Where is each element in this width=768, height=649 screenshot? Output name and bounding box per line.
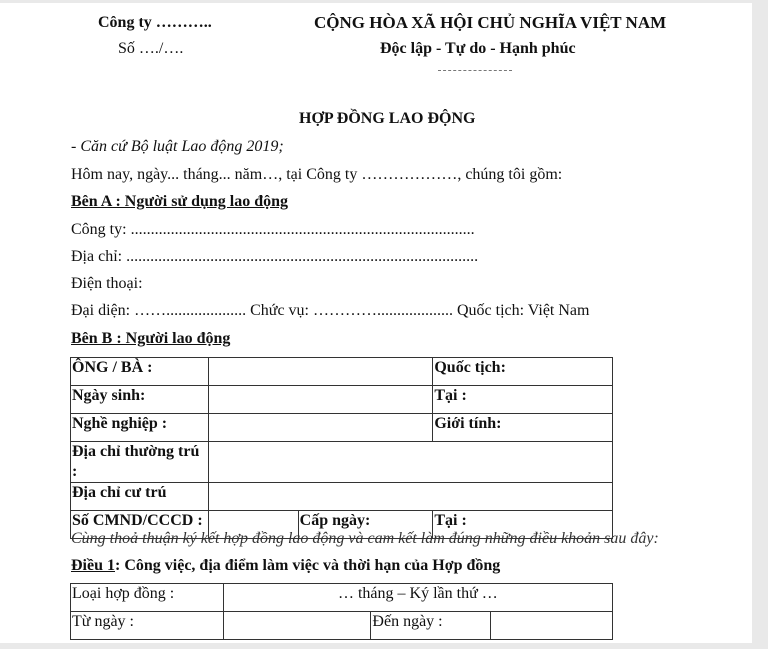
gender-label: Giới tính:: [433, 414, 613, 442]
perm-address-cell[interactable]: [208, 442, 612, 483]
perm-address-label: Địa chỉ thường trú :: [71, 442, 209, 483]
intro-line: Hôm nay, ngày... tháng... năm…, tại Công ty ………………, chúng tôi gồm:: [71, 166, 563, 183]
article-1-heading: [71, 557, 500, 575]
party-a-heading: Bên A : Người sử dụng lao động: [71, 193, 289, 210]
contract-type-value[interactable]: … tháng – Ký lần thứ …: [223, 584, 612, 612]
motto: Độc lập - Tự do - Hạnh phúc: [380, 40, 576, 57]
id-label: Số CMND/CCCD :: [71, 511, 209, 539]
contract-type-label: Loại hợp đồng :: [71, 584, 224, 612]
document-title: HỢP ĐỒNG LAO ĐỘNG: [299, 110, 476, 127]
birthplace-label: Tại :: [433, 386, 613, 414]
nationality-label: Quốc tịch:: [433, 358, 613, 386]
issue-place-label: Tại :: [433, 511, 613, 539]
job-label: Nghề nghiệp :: [71, 414, 209, 442]
party-a-address: Địa chỉ: ........................................................................................: [71, 248, 479, 265]
article-1-title: : Công việc, địa điểm làm việc và thời hạn của Hợp đồng: [115, 557, 501, 574]
separator-line: [438, 70, 512, 71]
name-label: ÔNG / BÀ :: [71, 358, 209, 386]
party-a-phone: Điện thoại:: [71, 275, 143, 292]
nation-header: CỘNG HÒA XÃ HỘI CHỦ NGHĨA VIỆT NAM: [314, 13, 667, 32]
article-1-label: Điều 1: [71, 557, 115, 574]
dob-cell[interactable]: [208, 386, 432, 414]
party-b-heading: Bên B : Người lao động: [71, 330, 231, 347]
to-date-label: Đến ngày :: [371, 612, 491, 640]
issue-date-label: Cấp ngày:: [298, 511, 433, 539]
party-a-company: Công ty: ......................................................................................: [71, 221, 475, 238]
from-date-label: Từ ngày :: [71, 612, 224, 640]
name-cell[interactable]: [208, 358, 432, 386]
residence-cell[interactable]: [208, 483, 612, 511]
from-date-cell[interactable]: [223, 612, 371, 640]
contract-term-table: [70, 583, 613, 640]
legal-basis: - Căn cứ Bộ luật Lao động 2019;: [71, 138, 284, 155]
dob-label: Ngày sinh:: [71, 386, 209, 414]
document-number: Số …./….: [118, 40, 184, 57]
company-header: Công ty ………..: [98, 14, 212, 31]
party-b-table: [70, 357, 613, 539]
to-date-cell[interactable]: [491, 612, 613, 640]
residence-label: Địa chỉ cư trú: [71, 483, 209, 511]
job-cell[interactable]: [208, 414, 432, 442]
agreement-line: Cùng thoả thuận ký kết hợp đồng lao động và cam kết làm đúng những điều khoản sau đây:: [71, 530, 659, 547]
party-a-representative: Đại diện: …….................... Chức vụ: …………................... Quốc tịch: Việt Nam: [71, 302, 590, 319]
